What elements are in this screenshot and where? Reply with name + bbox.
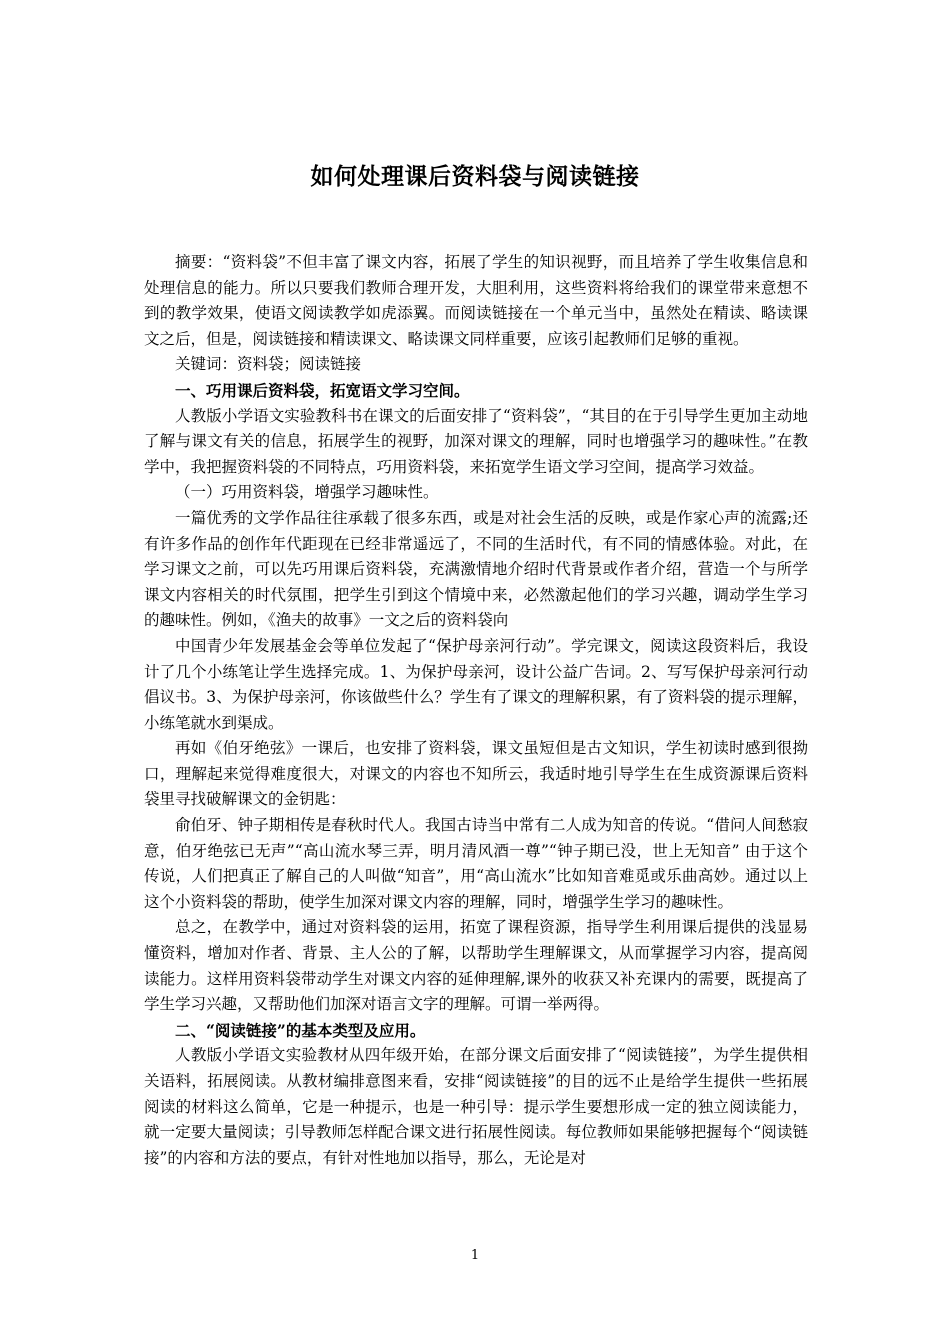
section-heading-1: 一、巧用课后资料袋，拓宽语文学习空间。 [175, 380, 470, 400]
body-paragraph: 人教版小学语文实验教科书在课文的后面安排了“资料袋”，“其目的在于引导学生更加主动地了解与课文有关的信息，拓展学生的视野，加深对课文的理解，同时也增强学习的趣味性。”在教学中，我把握资料袋的不同特点，巧用资料袋，来拓宽学生语文学习空间，提高学习效益。 [144, 406, 808, 476]
document-title: 如何处理课后资料袋与阅读链接 [310, 163, 640, 190]
subsection-heading-1: （一）巧用资料袋，增强学习趣味性。 [175, 483, 439, 502]
body-paragraph: 总之，在教学中，通过对资料袋的运用，拓宽了课程资源，指导学生利用课后提供的浅显易懂资料，增加对作者、背景、主人公的了解，以帮助学生理解课文，从而掌握学习内容，提高阅读能力。这样用资料袋带动学生对课文内容的延伸理解,课外的收获又补充课内的需要，既提高了学生学习兴趣，又帮助他们加深对语言文字的理解。可谓一举两得。 [144, 918, 808, 1014]
abstract-paragraph: 摘要：“资料袋”不但丰富了课文内容，拓展了学生的知识视野，而且培养了学生收集信息和处理信息的能力。所以只要我们教师合理开发，大胆利用，这些资料将给我们的课堂带来意想不到的教学效果，使语文阅读教学如虎添翼。而阅读链接在一个单元当中，虽然处在精读、略读课文之后，但是，阅读链接和精读课文、略读课文同样重要，应该引起教师们足够的重视。 [144, 253, 808, 348]
body-paragraph: 俞伯牙、钟子期相传是春秋时代人。我国古诗当中常有二人成为知音的传说。“借问人间愁寂意，伯牙绝弦已无声”“高山流水琴三弄，明月清风酒一尊”“钟子期已没，世上无知音” 由于这个传说，人们把真正了解自己的人叫做“知音”，用“高山流水”比如知音难觅或乐曲高妙。通过以上这个小资料袋的帮助，使学生加深对课文内容的理解，同时，增强学生学习的趣味性。 [144, 816, 808, 911]
page-number: 1 [470, 1248, 480, 1263]
body-paragraph: 中国青少年发展基金会等单位发起了“保护母亲河行动”。学完课文，阅读这段资料后，我设计了几个小练笔让学生选择完成。1、为保护母亲河，设计公益广告词。2、写写保护母亲河行动倡议书。3、为保护母亲河，你该做些什么？学生有了课文的理解积累，有了资料袋的提示理解，小练笔就水到渠成。 [144, 636, 808, 732]
body-paragraph: 一篇优秀的文学作品往往承载了很多东西，或是对社会生活的反映，或是作家心声的流露;还有许多作品的创作年代距现在已经非常遥远了，不同的生活时代，有不同的情感体验。对此，在学习课文之前，可以先巧用课后资料袋，充满激情地介绍时代背景或作者介绍，营造一个与所学课文内容相关的时代氛围，把学生引到这个情境中来，必然激起他们的学习兴趣，调动学生学习的趣味性。例如，《渔夫的故事》一文之后的资料袋向 [144, 508, 808, 630]
document-body [144, 250, 808, 1171]
body-paragraph: 人教版小学语文实验教材从四年级开始，在部分课文后面安排了“阅读链接”，为学生提供相关语料，拓展阅读。从教材编排意图来看，安排“阅读链接”的目的远不止是给学生提供一些拓展阅读的材料这么简单，它是一种提示，也是一种引导：提示学生要想形成一定的独立阅读能力，就一定要大量阅读；引导教师怎样配合课文进行拓展性阅读。每位教师如果能够把握每个“阅读链接”的内容和方法的要点，有针对性地加以指导，那么，无论是对 [144, 1046, 808, 1167]
section-heading-2: 二、“阅读链接”的基本类型及应用。 [175, 1020, 426, 1040]
body-paragraph: 再如《伯牙绝弦》一课后，也安排了资料袋，课文虽短但是古文知识，学生初读时感到很拗口，理解起来觉得难度很大，对课文的内容也不知所云，我适时地引导学生在生成资源课后资料袋里寻找破解课文的金钥匙： [144, 739, 808, 809]
keywords-paragraph: 关键词：资料袋；阅读链接 [175, 355, 362, 374]
